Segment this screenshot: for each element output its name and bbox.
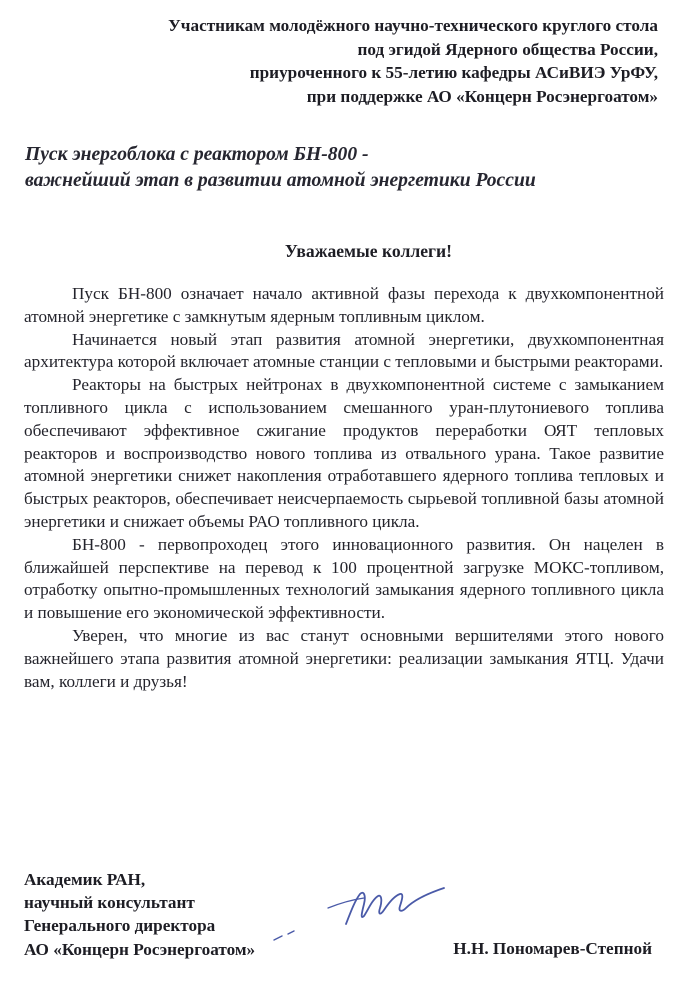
- paragraph: Начинается новый этап развития атомной энергетики, двухкомпонентная архитектура которой включает атомные станции с тепловыми и быстрыми реакторами.: [24, 329, 664, 372]
- paragraph: Уверен, что многие из вас станут основными вершителями этого нового важнейшего этапа развития атомной энергетики: реализации замыкания ЯТЦ. Удачи вам, коллеги и друзья!: [24, 625, 664, 691]
- paragraph: Реакторы на быстрых нейтронах в двухкомпонентной системе с замыканием топливного цикла с использованием смешанного уран-плутониевого топлива обеспечивают эффективное сжигание продуктов переработки ОЯТ тепловых реакторов и воспроизводство нового топлива из отвального урана. Такое развитие атомной энергетики снижет накопления отработавшего ядерного топлива тепловых и быстрых реакторов, обеспечивает неисчерпаемость сырьевой топливной базы атомной энергетики и снижает объемы РАО топливного цикла.: [24, 375, 664, 531]
- paragraph: БН-800 - первопроходец этого инновационного развития. Он нацелен в ближайшей перспективе на перевод к 100 процентной загрузке МОКС-топливом, отработку опытно-промышленных технологий замыкания ядерного топливного цикла и повышение его экономической эффективности.: [24, 534, 664, 623]
- addressee-line: Участникам молодёжного научно-технического круглого стола: [168, 16, 658, 35]
- signature-stroke: [346, 888, 444, 924]
- handwritten-signature: [268, 878, 468, 948]
- paragraph: Пуск БН-800 означает начало активной фазы перехода к двухкомпонентной атомной энергетике с замкнутым ядерным топливным циклом.: [24, 284, 664, 326]
- addressee-line: приуроченного к 55-летию кафедры АСиВИЭ УрФУ,: [249, 63, 658, 83]
- signer-title-line: АО «Концерн Росэнергоатом»: [24, 939, 256, 959]
- addressee-line: при поддержке АО «Концерн Росэнергоатом»: [306, 86, 658, 106]
- signer-title-line: Академик РАН,: [24, 870, 146, 889]
- signature-stroke: [328, 898, 364, 908]
- addressee-line: под эгидой Ядерного общества России,: [357, 39, 658, 59]
- title-line: важнейший этап в развитии атомной энергетики России: [25, 170, 536, 191]
- signer-title-line: Генерального директора: [24, 916, 216, 936]
- signature-stroke: [274, 931, 294, 940]
- signer-name: Н.Н. Пономарев-Степной: [453, 939, 652, 958]
- title-line: Пуск энергоблока с реактором БН-800 -: [25, 144, 369, 165]
- greeting: Уважаемые коллеги!: [284, 241, 452, 261]
- addressee-block: [38, 14, 658, 108]
- letter-title: [25, 142, 665, 194]
- signer-title-line: научный консультант: [24, 893, 195, 913]
- letter-body: [24, 283, 664, 693]
